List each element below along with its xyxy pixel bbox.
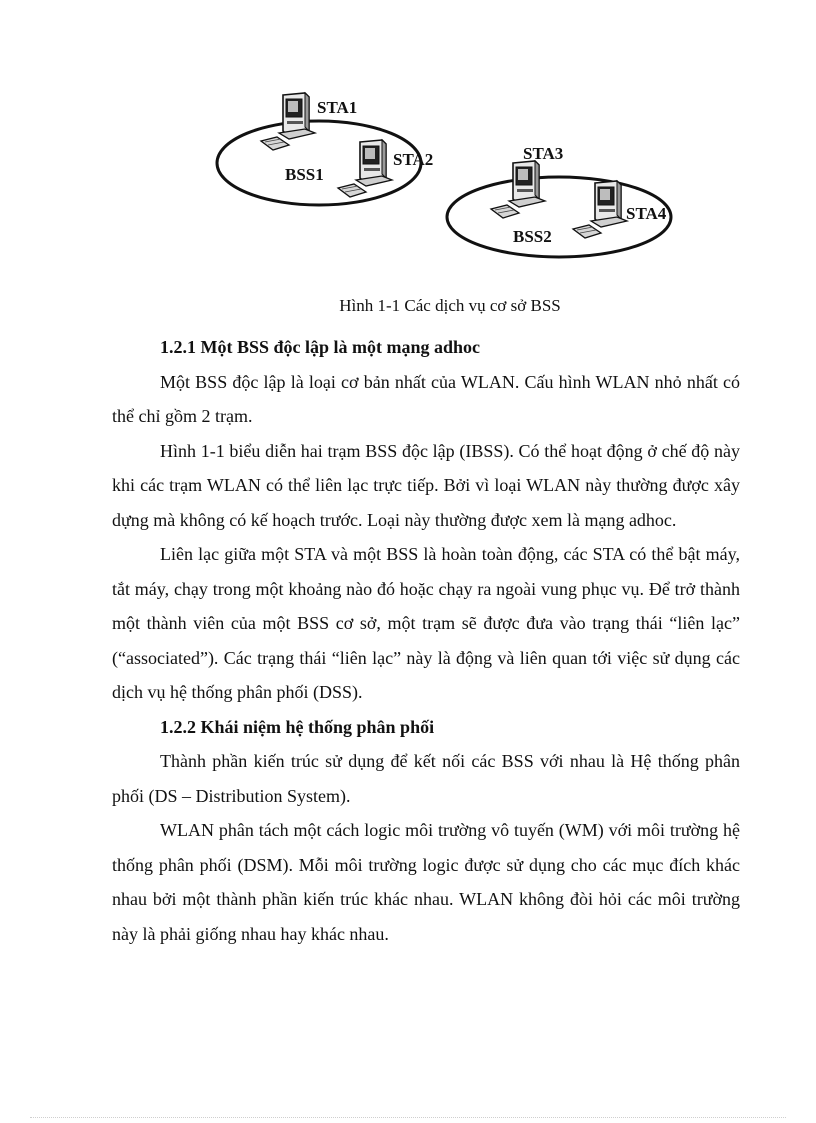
figure-caption: Hình 1-1 Các dịch vụ cơ sở BSS	[339, 296, 561, 315]
sta3-computer-icon	[491, 161, 545, 218]
document-body	[112, 330, 740, 951]
page-bottom-divider	[30, 1117, 786, 1118]
bss1-label: BSS1	[285, 165, 324, 184]
sta1-computer-icon	[261, 93, 315, 150]
sta1-label: STA1	[317, 98, 358, 117]
section-heading-1-2-1: 1.2.1 Một BSS độc lập là một mạng adhoc	[160, 337, 481, 357]
section-heading-1-2-2: 1.2.2 Khái niệm hệ thống phân phối	[160, 716, 435, 737]
sta4-computer-icon	[573, 181, 627, 238]
paragraph: Hình 1-1 biểu diễn hai trạm BSS độc lập (IBSS). Có thể hoạt động ở chế độ này khi các trạm WLAN có thể liên lạc trực tiếp. Bởi vì loại WLAN này thường được xây dựng mà không có kế hoạch trước. Loại này thường được xem là mạng adhoc.	[112, 440, 740, 530]
bss2-label: BSS2	[513, 227, 552, 246]
paragraph: Thành phần kiến trúc sử dụng để kết nối các BSS với nhau là Hệ thống phân phối (DS – Distribution System).	[112, 751, 740, 806]
paragraph: Một BSS độc lập là loại cơ bản nhất của WLAN. Cấu hình WLAN nhỏ nhất có thể chỉ gồm 2 trạm.	[112, 371, 740, 426]
bss1-ellipse	[217, 121, 421, 205]
paragraph: WLAN phân tách một cách logic môi trường vô tuyến (WM) với môi trường hệ thống phân phối (DSM). Mỗi môi trường logic được sử dụng cho các mục đích khác nhau bởi một thành phần kiến trúc khác nhau. WLAN không đòi hỏi các môi trường này là phải giống nhau hay khác nhau.	[112, 820, 740, 944]
bss-diagram	[205, 85, 685, 265]
sta2-computer-icon	[338, 140, 392, 197]
paragraph: Liên lạc giữa một STA và một BSS là hoàn toàn động, các STA có thể bật máy, tắt máy, chạy trong một khoảng nào đó hoặc chạy ra ngoài vung phục vụ. Để trở thành một thành viên của một BSS cơ sở, một trạm sẽ được đưa vào trạng thái “liên lạc” (“associated”). Các trạng thái “liên lạc” này là động và liên quan tới việc sử dụng các dịch vụ hệ thống phân phối (DSS).	[112, 544, 740, 702]
sta3-label: STA3	[523, 144, 564, 163]
sta4-label: STA4	[626, 204, 667, 223]
sta2-label: STA2	[393, 150, 434, 169]
